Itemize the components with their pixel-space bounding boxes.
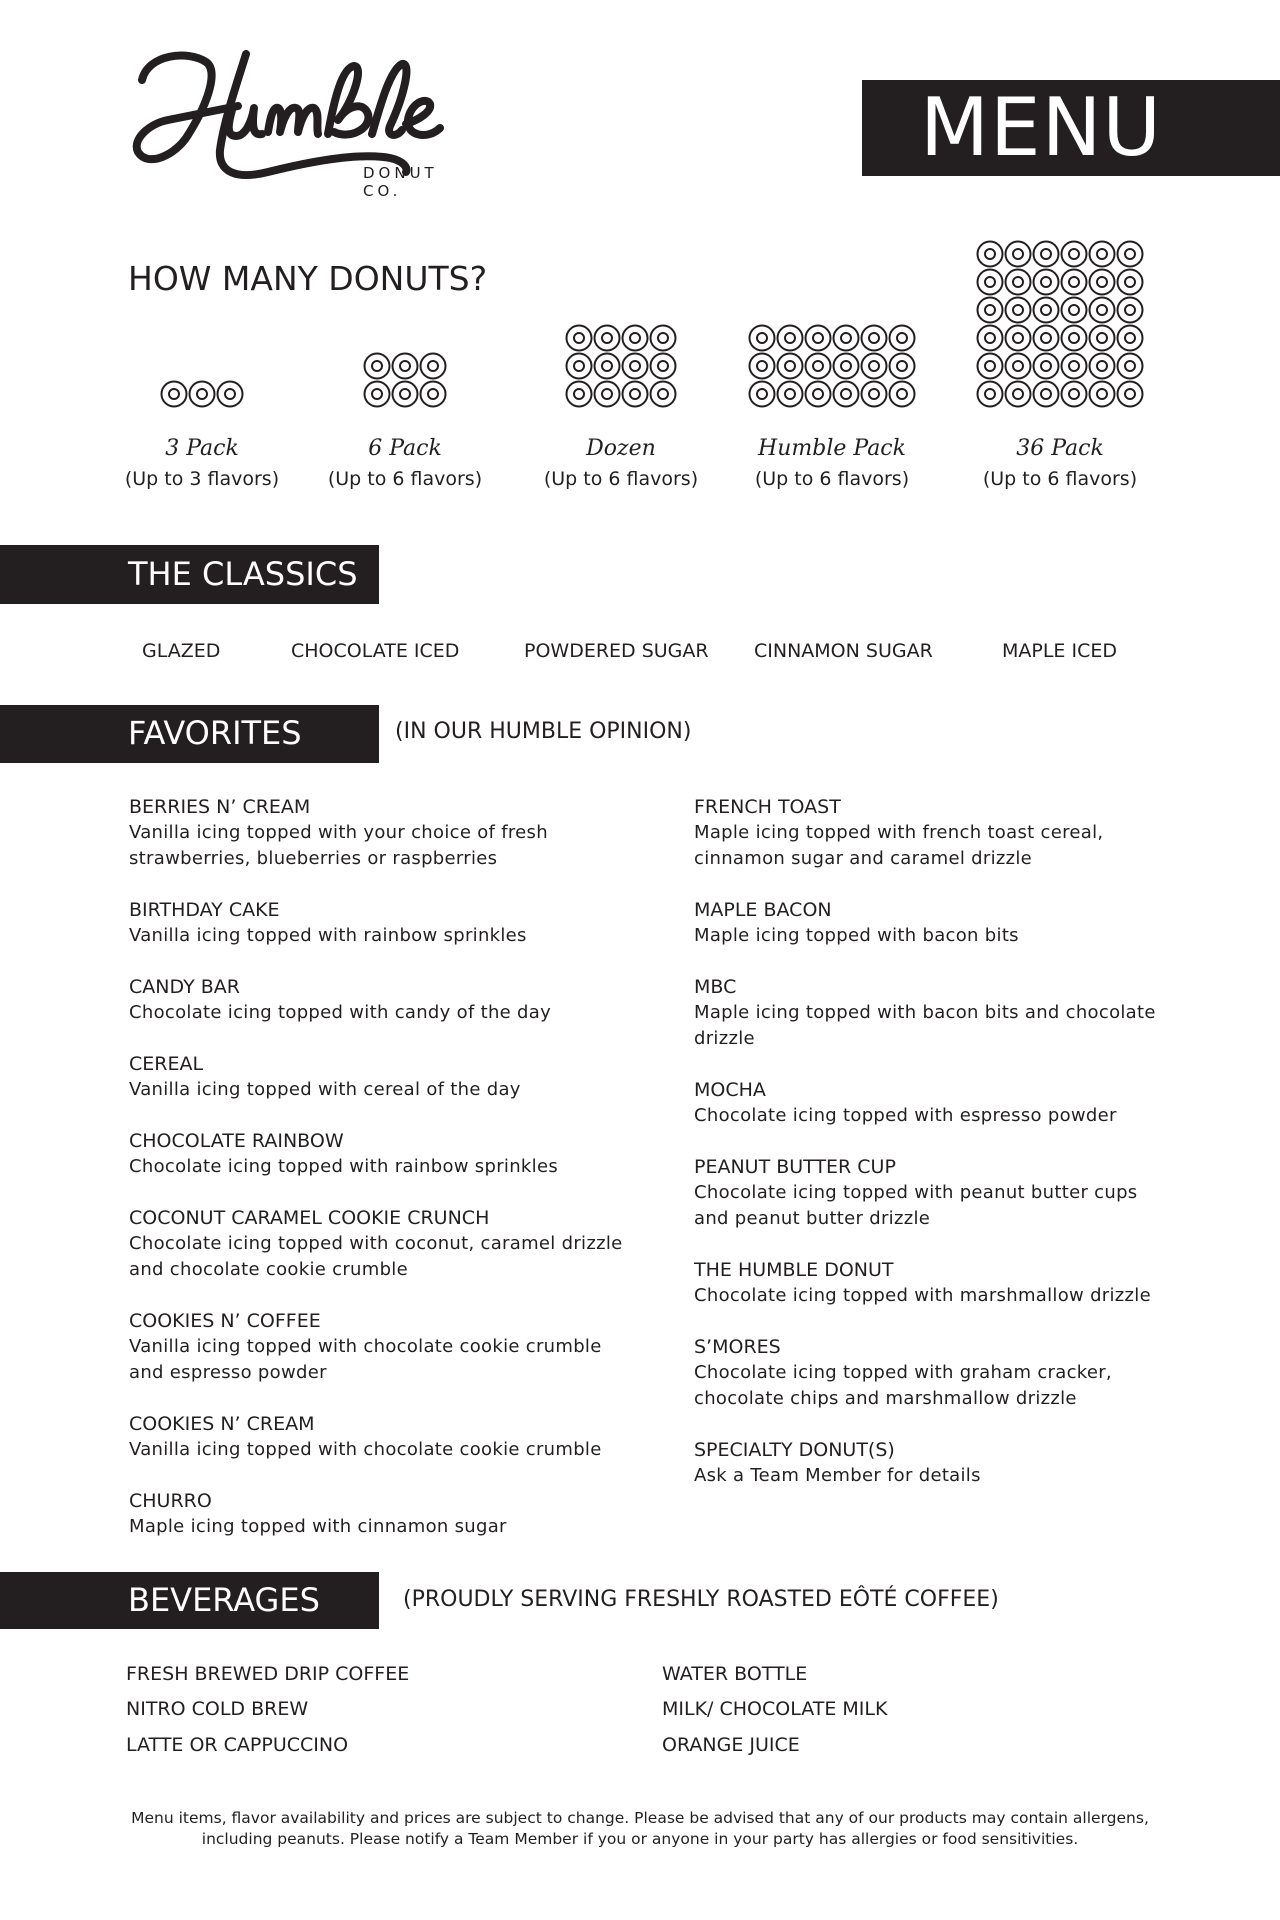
allergen-disclaimer bbox=[100, 1808, 1180, 1850]
donut-grid-icon bbox=[565, 324, 677, 408]
beverages-title: BEVERAGES bbox=[128, 1581, 320, 1619]
menu-title: MENU bbox=[920, 81, 1162, 174]
beverage-item: WATER BOTTLE bbox=[662, 1663, 808, 1685]
donut-name: COOKIES N’ CREAM bbox=[129, 1413, 315, 1435]
pack-flavor-limit: (Up to 3 flavors) bbox=[124, 468, 280, 490]
favorites-left-column bbox=[129, 794, 649, 1565]
disclaimer-line: including peanuts. Please notify a Team Member if you or anyone in your party has allergies or food sensitivities. bbox=[201, 1830, 1079, 1848]
donut-name: PEANUT BUTTER CUP bbox=[694, 1156, 896, 1178]
favorite-donut-item bbox=[694, 1257, 1214, 1309]
donut-description: strawberries, blueberries or raspberries bbox=[129, 848, 498, 869]
donut-grid-icon bbox=[976, 240, 1144, 408]
donut-description: Chocolate icing topped with espresso powder bbox=[694, 1105, 1117, 1126]
favorite-donut-item bbox=[694, 1154, 1214, 1232]
pack-name: Humble Pack bbox=[758, 436, 906, 461]
beverages-subtitle: (PROUDLY SERVING FRESHLY ROASTED EÔTÉ COFFEE) bbox=[403, 1587, 999, 1612]
donut-description: Vanilla icing topped with cereal of the day bbox=[129, 1079, 521, 1100]
donut-description: and chocolate cookie crumble bbox=[129, 1259, 408, 1280]
favorite-donut-item bbox=[694, 1077, 1214, 1129]
donut-description: Chocolate icing topped with marshmallow drizzle bbox=[694, 1285, 1151, 1306]
pack-name: 3 Pack bbox=[165, 436, 239, 461]
donut-name: CHOCOLATE RAINBOW bbox=[129, 1130, 344, 1152]
classics-title: THE CLASSICS bbox=[128, 555, 358, 593]
donut-name: BERRIES N’ CREAM bbox=[129, 796, 311, 818]
favorite-donut-item bbox=[129, 1051, 649, 1103]
donut-name: CANDY BAR bbox=[129, 976, 240, 998]
beverage-item: ORANGE JUICE bbox=[662, 1734, 800, 1756]
donut-description: Maple icing topped with french toast cereal, bbox=[694, 822, 1104, 843]
favorite-donut-item bbox=[694, 1437, 1214, 1489]
pack-name: 6 Pack bbox=[368, 436, 442, 461]
donut-description: and peanut butter drizzle bbox=[694, 1208, 931, 1229]
favorite-donut-item bbox=[129, 1488, 649, 1540]
classics-section-header bbox=[0, 545, 379, 604]
favorite-donut-item bbox=[129, 794, 649, 872]
donut-description: Chocolate icing topped with coconut, caramel drizzle bbox=[129, 1233, 623, 1254]
donut-description: Chocolate icing topped with graham cracker, bbox=[694, 1362, 1112, 1383]
favorite-donut-item bbox=[694, 974, 1214, 1052]
pack-name: Dozen bbox=[586, 436, 656, 461]
favorite-donut-item bbox=[129, 1205, 649, 1283]
donut-name: COCONUT CARAMEL COOKIE CRUNCH bbox=[129, 1207, 490, 1229]
donut-name: S’MORES bbox=[694, 1336, 781, 1358]
donut-description: cinnamon sugar and caramel drizzle bbox=[694, 848, 1033, 869]
humble-logo bbox=[128, 40, 468, 200]
pack-flavor-limit: (Up to 6 flavors) bbox=[543, 468, 699, 490]
donut-description: Maple icing topped with bacon bits bbox=[694, 925, 1019, 946]
donut-name: MBC bbox=[694, 976, 737, 998]
donut-description: chocolate chips and marshmallow drizzle bbox=[694, 1388, 1077, 1409]
pack-name: 36 Pack bbox=[1016, 436, 1104, 461]
donut-name: BIRTHDAY CAKE bbox=[129, 899, 280, 921]
beverage-item: MILK/ CHOCOLATE MILK bbox=[662, 1698, 888, 1720]
donut-description: Maple icing topped with cinnamon sugar bbox=[129, 1516, 507, 1537]
donut-description: Chocolate icing topped with rainbow sprinkles bbox=[129, 1156, 559, 1177]
disclaimer-line: Menu items, flavor availability and prices are subject to change. Please be advised that any of our products may contain allergens, bbox=[131, 1809, 1149, 1827]
favorite-donut-item bbox=[129, 1411, 649, 1463]
donut-name: MOCHA bbox=[694, 1079, 766, 1101]
donut-name: CHURRO bbox=[129, 1490, 212, 1512]
favorite-donut-item bbox=[694, 897, 1214, 949]
classic-item: CHOCOLATE ICED bbox=[291, 640, 460, 662]
favorite-donut-item bbox=[129, 1308, 649, 1386]
donut-grid-icon bbox=[363, 352, 447, 408]
classic-item: CINNAMON SUGAR bbox=[754, 640, 933, 662]
donut-name: COOKIES N’ COFFEE bbox=[129, 1310, 321, 1332]
donut-description: Chocolate icing topped with candy of the day bbox=[129, 1002, 552, 1023]
favorites-title: FAVORITES bbox=[128, 714, 302, 752]
classic-item: MAPLE ICED bbox=[1002, 640, 1117, 662]
donut-description: Vanilla icing topped with rainbow sprinkles bbox=[129, 925, 527, 946]
favorite-donut-item bbox=[129, 974, 649, 1026]
beverage-item: LATTE OR CAPPUCCINO bbox=[126, 1734, 349, 1756]
donut-grid-icon bbox=[748, 324, 916, 408]
donut-description: Chocolate icing topped with peanut butter cups bbox=[694, 1182, 1138, 1203]
pack-flavor-limit: (Up to 6 flavors) bbox=[754, 468, 910, 490]
donut-description: drizzle bbox=[694, 1028, 755, 1049]
menu-title-banner bbox=[862, 80, 1280, 176]
favorites-subtitle: (IN OUR HUMBLE OPINION) bbox=[395, 719, 692, 744]
pack-flavor-limit: (Up to 6 flavors) bbox=[982, 468, 1138, 490]
classic-item: POWDERED SUGAR bbox=[524, 640, 709, 662]
donut-grid-icon bbox=[160, 380, 244, 408]
favorite-donut-item bbox=[129, 1128, 649, 1180]
donut-name: SPECIALTY DONUT(S) bbox=[694, 1439, 895, 1461]
beverage-item: FRESH BREWED DRIP COFFEE bbox=[126, 1663, 410, 1685]
favorites-section-header bbox=[0, 705, 379, 763]
donut-name: FRENCH TOAST bbox=[694, 796, 841, 818]
pack-flavor-limit: (Up to 6 flavors) bbox=[327, 468, 483, 490]
favorites-right-column bbox=[694, 794, 1214, 1514]
classic-item: GLAZED bbox=[142, 640, 221, 662]
logo-subtext: DONUT CO. bbox=[363, 164, 438, 200]
favorite-donut-item bbox=[694, 1334, 1214, 1412]
donut-description: and espresso powder bbox=[129, 1362, 327, 1383]
donut-description: Vanilla icing topped with your choice of fresh bbox=[129, 822, 548, 843]
donut-name: CEREAL bbox=[129, 1053, 204, 1075]
beverages-section-header bbox=[0, 1572, 379, 1629]
donut-description: Ask a Team Member for details bbox=[694, 1465, 981, 1486]
donut-name: MAPLE BACON bbox=[694, 899, 832, 921]
favorite-donut-item bbox=[129, 897, 649, 949]
donut-description: Vanilla icing topped with chocolate cookie crumble bbox=[129, 1439, 602, 1460]
donut-description: Vanilla icing topped with chocolate cookie crumble bbox=[129, 1336, 602, 1357]
favorite-donut-item bbox=[694, 794, 1214, 872]
donut-name: THE HUMBLE DONUT bbox=[694, 1259, 894, 1281]
donut-description: Maple icing topped with bacon bits and chocolate bbox=[694, 1002, 1156, 1023]
donut-sizes-title: HOW MANY DONUTS? bbox=[128, 259, 488, 298]
beverage-item: NITRO COLD BREW bbox=[126, 1698, 309, 1720]
